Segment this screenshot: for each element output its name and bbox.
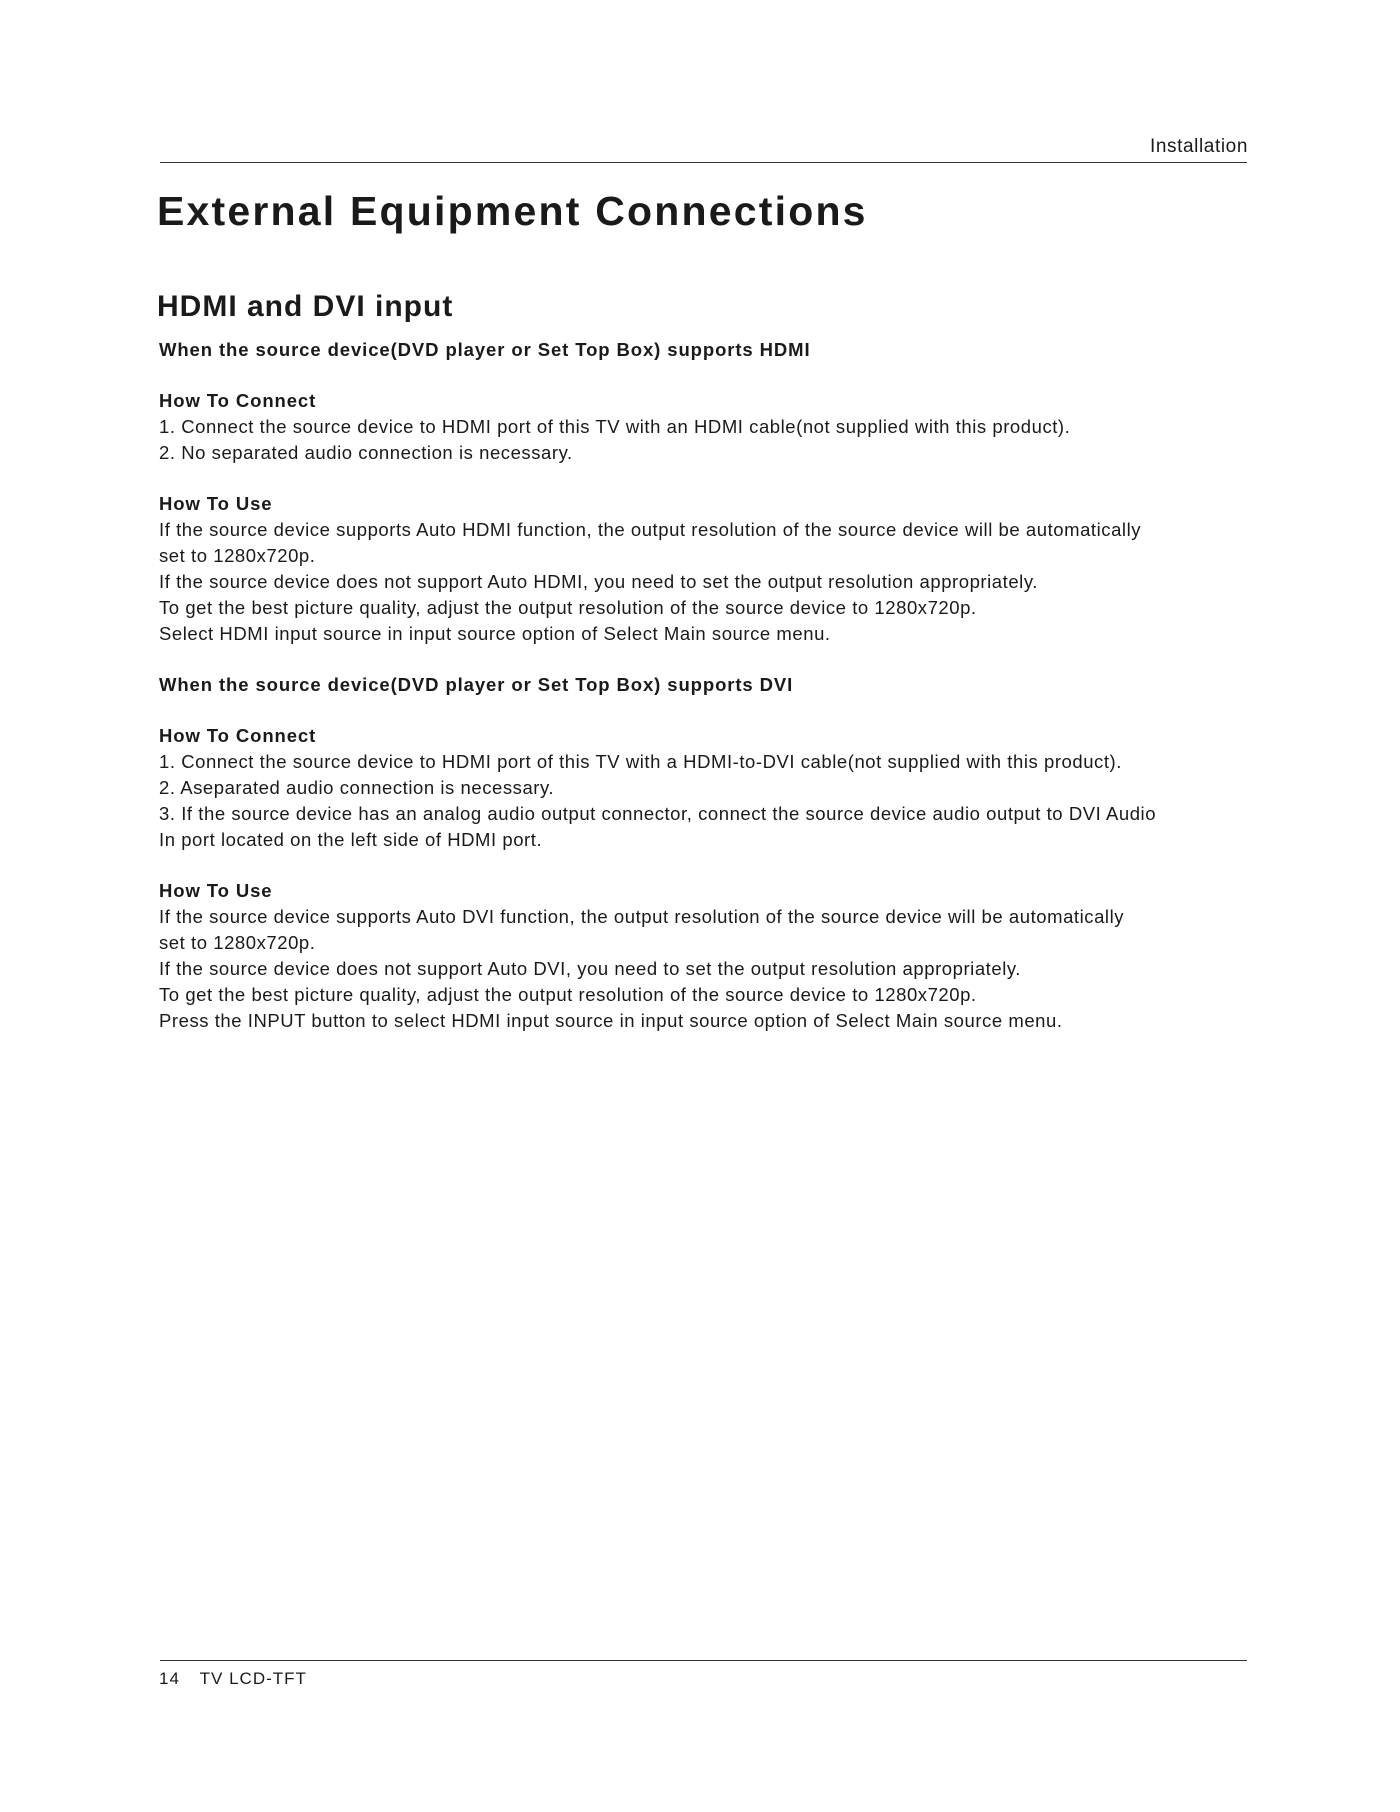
section-heading: When the source device(DVD player or Set Top Box) supports HDMI xyxy=(159,339,811,360)
how-to-use-label: How To Use xyxy=(159,493,273,514)
use-line: To get the best picture quality, adjust the output resolution of the source device to 1280x720p. xyxy=(159,984,977,1005)
product-name: TV LCD-TFT xyxy=(199,1669,307,1688)
use-line: Press the INPUT button to select HDMI input source in input source option of Select Main source menu. xyxy=(159,1010,1063,1031)
use-line: If the source device supports Auto HDMI function, the output resolution of the source device will be automatically xyxy=(159,519,1142,540)
how-to-connect-label: How To Connect xyxy=(159,390,317,411)
connect-step: In port located on the left side of HDMI port. xyxy=(159,829,543,850)
connect-step: 1. Connect the source device to HDMI port of this TV with an HDMI cable(not supplied with this product). xyxy=(159,416,1071,437)
connect-step: 2. No separated audio connection is necessary. xyxy=(159,442,573,463)
page-content xyxy=(159,337,1259,1034)
header-rule xyxy=(160,162,1247,163)
page-footer xyxy=(159,1669,307,1689)
page-title: External Equipment Connections xyxy=(157,188,868,234)
how-to-use-label: How To Use xyxy=(159,880,273,901)
section-dvi xyxy=(159,672,1259,1034)
use-line: set to 1280x720p. xyxy=(159,932,316,953)
use-line: Select HDMI input source in input source option of Select Main source menu. xyxy=(159,623,831,644)
footer-rule xyxy=(160,1660,1247,1661)
use-line: If the source device does not support Auto HDMI, you need to set the output resolution appropriately. xyxy=(159,571,1038,592)
page-number: 14 xyxy=(159,1669,180,1688)
how-to-connect-label: How To Connect xyxy=(159,725,317,746)
connect-step: 1. Connect the source device to HDMI port of this TV with a HDMI-to-DVI cable(not supplied with this product). xyxy=(159,751,1122,772)
use-line: If the source device supports Auto DVI function, the output resolution of the source device will be automatically xyxy=(159,906,1125,927)
use-line: set to 1280x720p. xyxy=(159,545,316,566)
section-hdmi xyxy=(159,337,1259,647)
connect-step: 2. Aseparated audio connection is necessary. xyxy=(159,777,555,798)
connect-step: 3. If the source device has an analog audio output connector, connect the source device audio output to DVI Audio xyxy=(159,803,1157,824)
section-subtitle: HDMI and DVI input xyxy=(157,290,454,323)
section-heading: When the source device(DVD player or Set Top Box) supports DVI xyxy=(159,674,794,695)
use-line: To get the best picture quality, adjust the output resolution of the source device to 1280x720p. xyxy=(159,597,977,618)
header-section-label: Installation xyxy=(1149,136,1248,157)
use-line: If the source device does not support Auto DVI, you need to set the output resolution appropriately. xyxy=(159,958,1021,979)
